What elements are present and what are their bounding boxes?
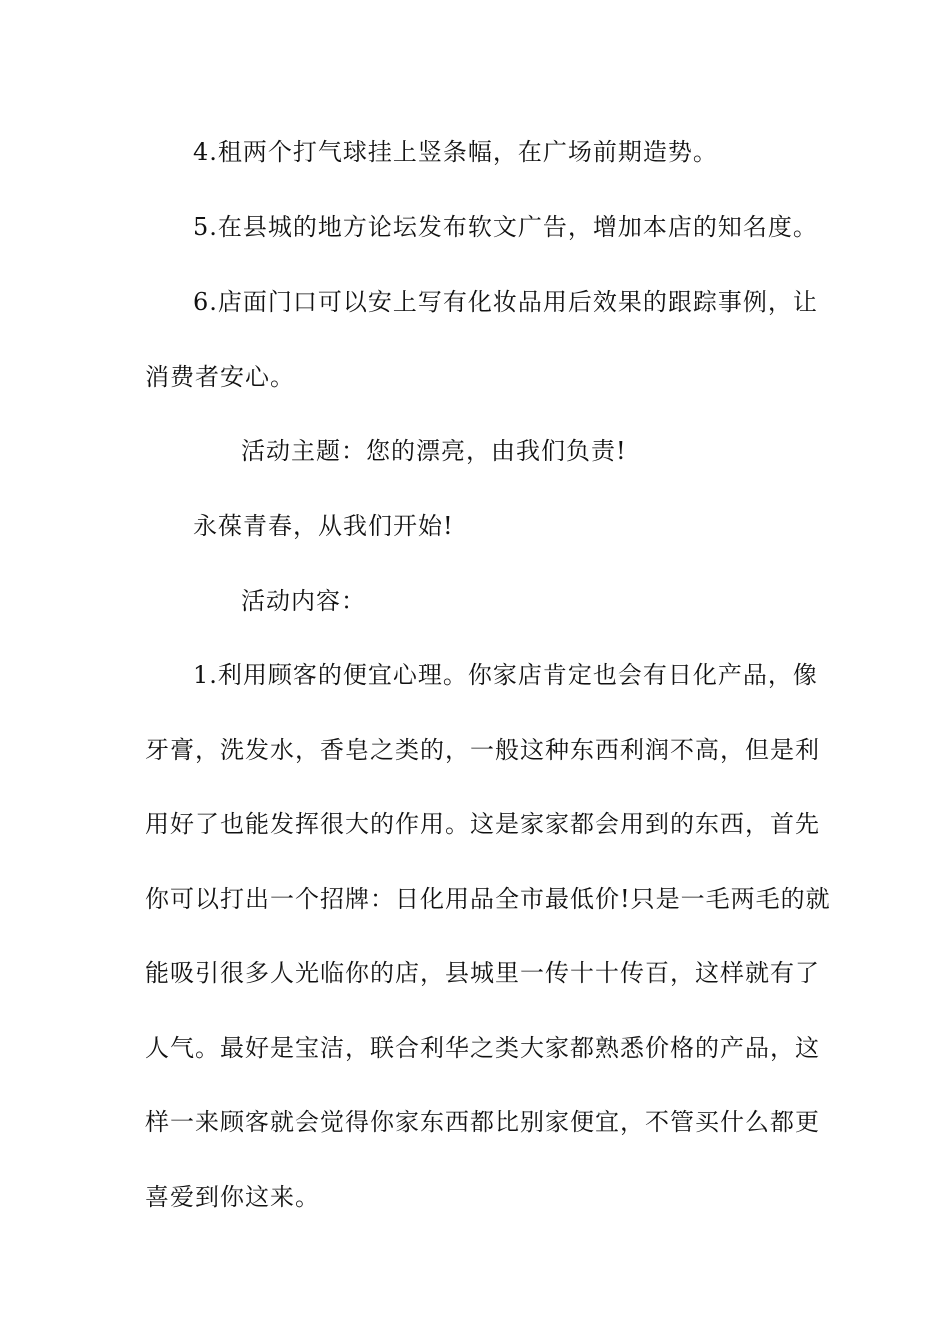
paragraph-item-1-line-5: 能吸引很多人光临你的店，县城里一传十十传百，这样就有了 (145, 959, 820, 987)
theme-line-2: 永葆青春，从我们开始! (193, 512, 454, 540)
paragraph-item-1-line-3: 用好了也能发挥很大的作用。这是家家都会用到的东西，首先 (145, 810, 820, 838)
paragraph-item-1-line-1: 1.利用顾客的便宜心理。你家店肯定也会有日化产品，像 (193, 661, 818, 689)
paragraph-item-4: 4.租两个打气球挂上竖条幅，在广场前期造势。 (193, 138, 718, 166)
paragraph-item-5: 5.在县城的地方论坛发布软文广告，增加本店的知名度。 (193, 213, 818, 241)
paragraph-item-6-line-1: 6.店面门口可以安上写有化妆品用后效果的跟踪事例，让 (193, 288, 818, 316)
content-heading: 活动内容： (241, 587, 366, 615)
theme-line-1: 活动主题：您的漂亮，由我们负责! (241, 437, 627, 465)
paragraph-item-1-line-7: 样一来顾客就会觉得你家东西都比别家便宜，不管买什么都更 (145, 1108, 820, 1136)
paragraph-item-1-line-4: 你可以打出一个招牌：日化用品全市最低价!只是一毛两毛的就 (145, 885, 831, 913)
paragraph-item-1-line-8: 喜爱到你这来。 (145, 1183, 320, 1211)
paragraph-item-6-line-2: 消费者安心。 (145, 363, 295, 391)
paragraph-item-1-line-2: 牙膏，洗发水，香皂之类的，一般这种东西利润不高，但是利 (145, 736, 820, 764)
paragraph-item-1-line-6: 人气。最好是宝洁，联合利华之类大家都熟悉价格的产品，这 (145, 1034, 820, 1062)
